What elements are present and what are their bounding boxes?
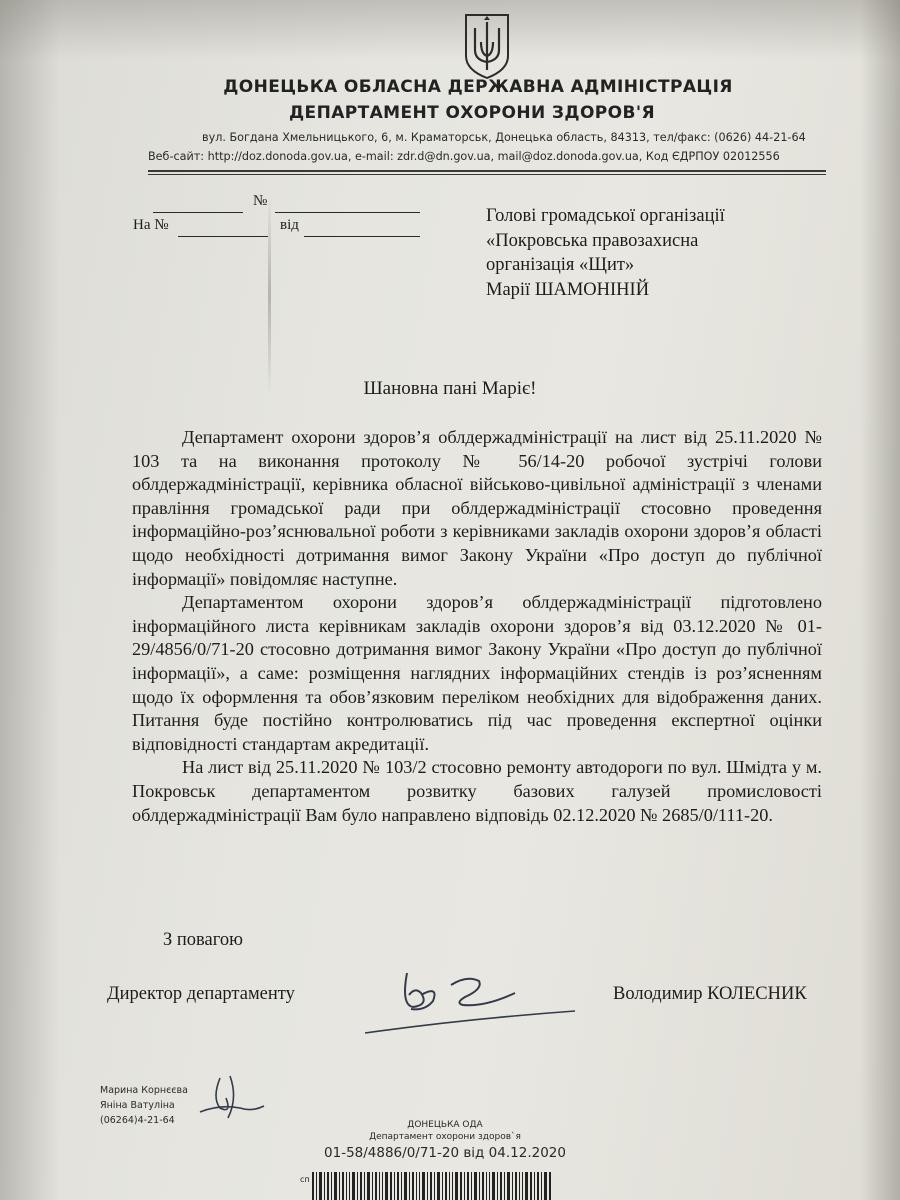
executor-phone: (06264)4-21-64 (100, 1115, 175, 1126)
page-shadow-right (860, 0, 900, 1200)
letter-body (132, 426, 822, 827)
salutation: Шановна пані Маріє! (363, 378, 537, 399)
registration-stamp (320, 1120, 570, 1161)
department-name: ДЕПАРТАМЕНТ ОХОРОНИ ЗДОРОВ'Я (289, 103, 655, 123)
page-shadow-top (0, 0, 900, 60)
reply-number-label: На № (133, 217, 169, 233)
executors-block (100, 1083, 188, 1128)
director-signature (355, 955, 585, 1045)
executor-signature (190, 1068, 270, 1128)
addressee-line: Марії ШАМОНІНІЙ (486, 279, 650, 300)
paper-crease (268, 195, 271, 395)
body-paragraph: Департамент охорони здоров’я облдержадміністрації на лист від 25.11.2020 № 103 та на виконання протоколу № 56/14-20 робочої зустрічі голови облдержадміністрації, керівника обласної військово-цивільної адміністрації з членами правління громадської ради при облдержадміністрації стосовно проведення інформаційно-роз’яснювальної роботи з керівниками закладів охорони здоров’я області щодо необхідності дотримання вимог Закону України «Про доступ до публічної інформації» повідомляє наступне. (132, 427, 822, 589)
body-paragraph: Департаментом охорони здоров’я облдержадміністрації підготовлено інформаційного листа керівникам закладів охорони здоров’я від 03.12.2020 № 01-29/4856/0/71-20 стосовно дотримання вимог Закону України «Про доступ до публічної інформації», а саме: розміщення наглядних інформаційних стендів із роз’ясненням щодо їх оформлення та обов’язковим переліком необхідних для відображення даних. Питання буде постійно контролюватись під час проведення експертної оцінки відповідності стандартам акредитації. (132, 592, 822, 754)
executor-name: Янiна Ватуліна (100, 1100, 175, 1111)
addressee-block (486, 204, 725, 302)
outgoing-date-line (153, 212, 243, 213)
addressee-line: організація «Щит» (486, 255, 635, 275)
letterhead-rule-thin (148, 174, 826, 175)
stamp-department: Департамент охорони здоров`я (369, 1132, 521, 1142)
letterhead-rule (148, 170, 826, 172)
letterhead-contacts: Веб-сайт: http://doz.donoda.gov.ua, e-mail: zdr.d@dn.gov.ua, mail@doz.donoda.gov.ua, Код ЄДРПОУ 02012556 (148, 150, 780, 163)
body-paragraph: На лист від 25.11.2020 № 103/2 стосовно ремонту автодороги по вул. Шмідта у м. Покровськ департаментом розвитку базових галузей промисловості облдержадміністрації Вам було направлено відповідь 02.12.2020 № 2685/0/111-20. (132, 757, 822, 825)
closing-regards: З повагою (163, 930, 243, 950)
executor-name: Марина Корнєєва (100, 1085, 188, 1096)
barcode-tag: сп (300, 1175, 310, 1184)
trident-emblem-icon (462, 12, 512, 80)
addressee-line: «Покровська правозахисна (486, 230, 699, 251)
letterhead-address: вул. Богдана Хмельницького, 6, м. Краматорськ, Донецька область, 84313, тел/факс: (0626) 44-21-64 (202, 131, 806, 144)
page-shadow-left (0, 0, 60, 1200)
addressee-line: Голові громадської організації (486, 206, 725, 226)
stamp-org: ДОНЕЦЬКА ОДА (407, 1120, 483, 1130)
org-name: ДОНЕЦЬКА ОБЛАСНА ДЕРЖАВНА АДМІНІСТРАЦІЯ (223, 77, 733, 97)
reply-number-line (178, 236, 268, 237)
stamp-reg-number: 01-58/4886/0/71-20 від 04.12.2020 (324, 1145, 566, 1161)
barcode-icon (312, 1172, 552, 1200)
number-label: № (253, 193, 268, 209)
signer-position: Директор департаменту (107, 984, 295, 1004)
outgoing-number-line (275, 212, 420, 213)
reply-date-line (304, 236, 420, 237)
reply-date-label: від (280, 217, 299, 233)
signer-name: Володимир КОЛЕСНИК (613, 984, 807, 1004)
